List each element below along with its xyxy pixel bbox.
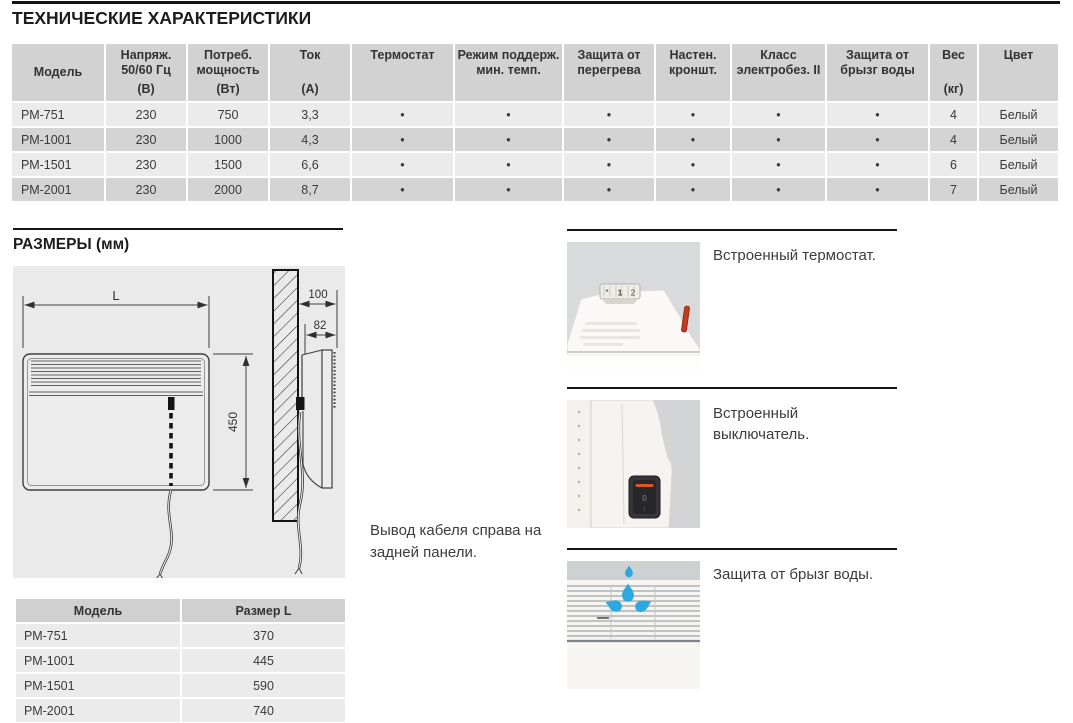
cell-voltage: 230 <box>106 178 186 201</box>
dim-depth-body-label: 82 <box>313 320 327 332</box>
cell-length: 590 <box>182 674 345 697</box>
col-header-overheat-protection: Защита от перегрева <box>564 44 654 101</box>
cell-model: РМ-751 <box>16 624 180 647</box>
size-row-pm1001 <box>16 649 345 672</box>
size-row-pm2001 <box>16 699 345 722</box>
size-col-model: Модель <box>16 599 180 622</box>
col-header-model: Модель <box>12 44 104 101</box>
dimensions-drawing-panel <box>13 266 345 578</box>
cell-bracket: • <box>656 128 730 151</box>
col-header-power: Потреб. мощность (Вт) <box>188 44 268 101</box>
cable-outlet-side <box>296 397 305 410</box>
size-header-row <box>16 599 345 622</box>
cell-min-temp: • <box>455 153 562 176</box>
cell-overheat: • <box>564 103 654 126</box>
cell-overheat: • <box>564 178 654 201</box>
cell-current: 4,3 <box>270 128 350 151</box>
cell-weight: 4 <box>930 128 977 151</box>
cell-splash: • <box>827 103 928 126</box>
col-header-current: Ток (А) <box>270 44 350 101</box>
cell-min-temp: • <box>455 128 562 151</box>
cell-model: РМ-1001 <box>16 649 180 672</box>
dimensions-drawing <box>13 266 345 578</box>
splash-photo <box>567 561 700 689</box>
cell-weight: 7 <box>930 178 977 201</box>
cell-current: 8,7 <box>270 178 350 201</box>
page-title: ТЕХНИЧЕСКИЕ ХАРАКТЕРИСТИКИ <box>12 8 312 28</box>
heater-front-view <box>23 354 209 578</box>
cell-model: РМ-1501 <box>12 153 104 176</box>
dim-length-label: L <box>112 288 120 303</box>
cell-color: Белый <box>979 103 1058 126</box>
cell-splash: • <box>827 178 928 201</box>
cell-color: Белый <box>979 178 1058 201</box>
top-rule <box>12 1 1060 4</box>
col-header-electric-class: Класс электробез. II <box>732 44 825 101</box>
cell-class2: • <box>732 128 825 151</box>
cell-splash: • <box>827 153 928 176</box>
col-header-thermostat: Термостат <box>352 44 453 101</box>
cell-thermostat: • <box>352 128 453 151</box>
col-header-min-temp-mode: Режим поддерж. мин. темп. <box>455 44 562 101</box>
size-table <box>14 597 347 723</box>
wall-section <box>273 270 298 521</box>
spec-table <box>10 42 1060 203</box>
feature-caption: Встроенный термостат. <box>713 247 876 264</box>
col-header-wall-bracket: Настен. кроншт. <box>656 44 730 101</box>
cell-bracket: • <box>656 103 730 126</box>
cell-min-temp: • <box>455 103 562 126</box>
dim-length-lines <box>23 296 209 348</box>
dimensions-rule <box>13 228 343 230</box>
cable-note: Вывод кабеля справа на задней панели. <box>370 522 542 561</box>
size-row-pm751 <box>16 624 345 647</box>
cell-weight: 4 <box>930 103 977 126</box>
switch-indicator-line <box>636 484 654 487</box>
cell-power: 2000 <box>188 178 268 201</box>
col-header-voltage: Напряж. 50/60 Гц (В) <box>106 44 186 101</box>
cell-bracket: • <box>656 178 730 201</box>
svg-text:0: 0 <box>642 494 647 503</box>
cell-model: РМ-2001 <box>16 699 180 722</box>
cell-length: 370 <box>182 624 345 647</box>
cell-voltage: 230 <box>106 128 186 151</box>
cell-length: 445 <box>182 649 345 672</box>
dim-height-label: 450 <box>226 411 240 433</box>
spec-row-pm751 <box>12 103 1058 126</box>
cable-outlet-front <box>168 397 175 410</box>
cell-voltage: 230 <box>106 153 186 176</box>
cell-thermostat: • <box>352 178 453 201</box>
thermostat-photo <box>567 242 700 370</box>
spec-row-pm2001 <box>12 178 1058 201</box>
feature-caption: Защита от брызг воды. <box>713 566 874 583</box>
size-col-length: Размер L <box>182 599 345 622</box>
dimensions-title: РАЗМЕРЫ (мм) <box>13 236 130 253</box>
cell-class2: • <box>732 178 825 201</box>
cell-color: Белый <box>979 128 1058 151</box>
cell-weight: 6 <box>930 153 977 176</box>
feature-thermostat <box>567 229 897 370</box>
cell-voltage: 230 <box>106 103 186 126</box>
cell-power: 1000 <box>188 128 268 151</box>
col-header-weight: Вес (кг) <box>930 44 977 101</box>
size-row-pm1501 <box>16 674 345 697</box>
cell-splash: • <box>827 128 928 151</box>
power-switch-icon <box>629 476 660 518</box>
cell-overheat: • <box>564 128 654 151</box>
col-header-color: Цвет <box>979 44 1058 101</box>
svg-text:*: * <box>605 288 609 297</box>
svg-text:1: 1 <box>617 288 623 298</box>
cell-model: РМ-2001 <box>12 178 104 201</box>
cell-color: Белый <box>979 153 1058 176</box>
feature-splash-protection <box>567 548 897 689</box>
svg-text:I: I <box>643 506 646 513</box>
cell-model: РМ-1001 <box>12 128 104 151</box>
cell-length: 740 <box>182 699 345 722</box>
spec-header-row <box>12 44 1058 101</box>
heater-side-view <box>273 270 335 574</box>
cell-min-temp: • <box>455 178 562 201</box>
cell-overheat: • <box>564 153 654 176</box>
cell-current: 6,6 <box>270 153 350 176</box>
cell-thermostat: • <box>352 153 453 176</box>
cell-bracket: • <box>656 153 730 176</box>
col-header-splash-protection: Защита от брызг воды <box>827 44 928 101</box>
thermostat-dial-icon <box>600 284 640 304</box>
dim-depth-total-label: 100 <box>308 289 328 301</box>
feature-caption: Встроенный выключатель. <box>713 405 810 443</box>
cell-model: РМ-1501 <box>16 674 180 697</box>
cell-current: 3,3 <box>270 103 350 126</box>
spec-row-pm1001 <box>12 128 1058 151</box>
svg-text:2: 2 <box>630 288 636 298</box>
feature-switch <box>567 387 897 528</box>
cell-model: РМ-751 <box>12 103 104 126</box>
cell-thermostat: • <box>352 103 453 126</box>
cell-power: 750 <box>188 103 268 126</box>
switch-photo <box>567 400 700 528</box>
cell-class2: • <box>732 153 825 176</box>
cell-class2: • <box>732 103 825 126</box>
cell-power: 1500 <box>188 153 268 176</box>
spec-row-pm1501 <box>12 153 1058 176</box>
